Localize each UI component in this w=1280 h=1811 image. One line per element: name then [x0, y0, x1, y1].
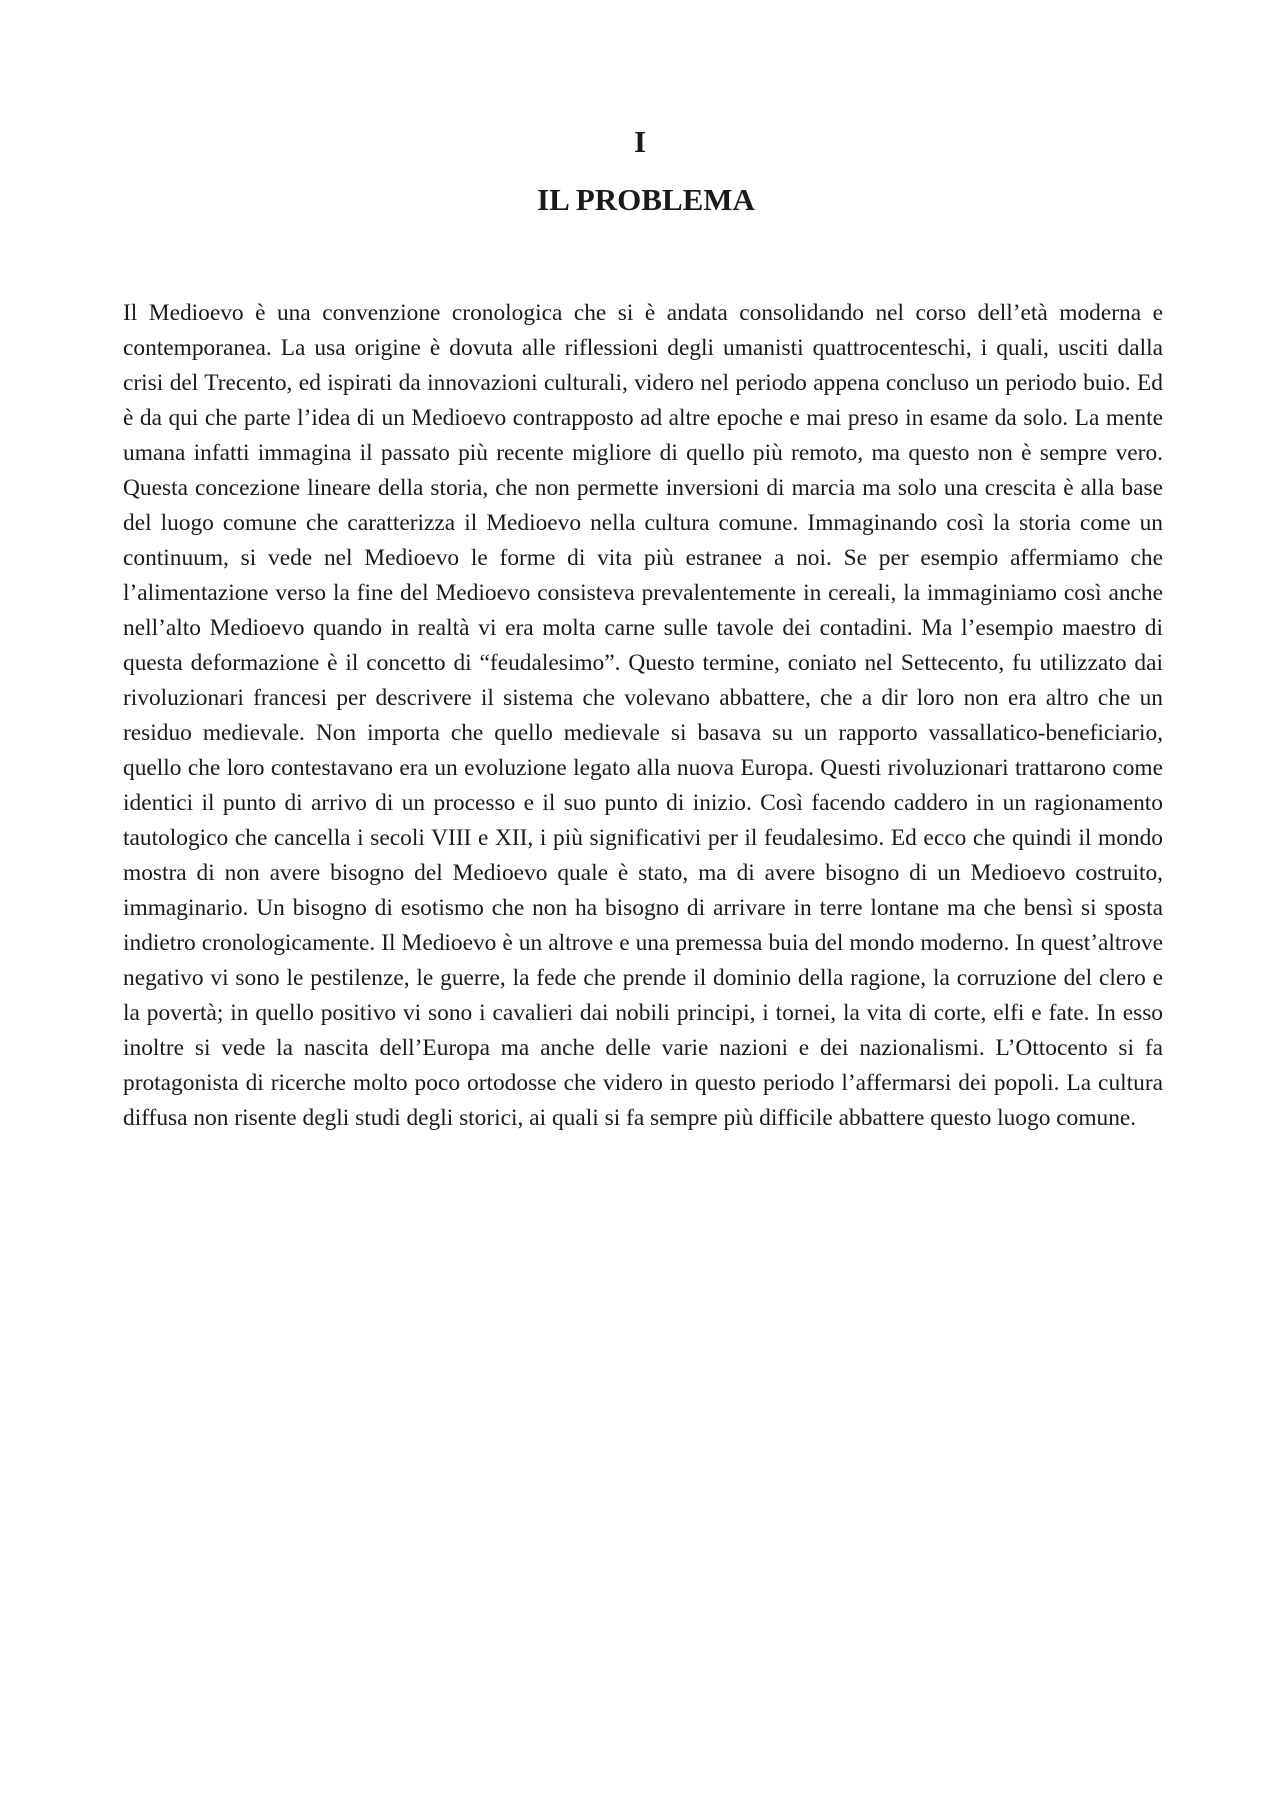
body-paragraph: Il Medioevo è una convenzione cronologica che si è andata consolidando nel corso dell’età moderna e contemporanea. La usa origine è dovuta alle riflessioni degli umanisti quattrocenteschi, i quali, usciti dalla crisi del Trecento, ed ispirati da innovazioni culturali, videro nel periodo appena concluso un periodo buio. Ed è da qui che parte l’idea di un Medioevo contrapposto ad altre epoche e mai preso in esame da solo. La mente umana infatti immagina il passato più recente migliore di quello più remoto, ma questo non è sempre vero. Questa concezione lineare della storia, che non permette inversioni di marcia ma solo una crescita è alla base del luogo comune che caratterizza il Medioevo nella cultura comune. Immaginando così la storia come un continuum, si vede nel Medioevo le forme di vita più estranee a noi. Se per esempio affermiamo che l’alimentazione verso la fine del Medioevo consisteva prevalentemente in cereali, la immaginiamo così anche nell’alto Medioevo quando in realtà vi era molta carne sulle tavole dei contadini. Ma l’esempio maestro di questa deformazione è il concetto di “feudalesimo”. Questo termine, coniato nel Settecento, fu utilizzato dai rivoluzionari francesi per descrivere il sistema che volevano abbattere, che a dir loro non era altro che un residuo medievale. Non importa che quello medievale si basava su un rapporto vassallatico-beneficiario, quello che loro contestavano era un evoluzione legato alla nuova Europa. Questi rivoluzionari trattarono come identici il punto di arrivo di un processo e il suo punto di inizio. Così facendo caddero in un ragionamento tautologico che cancella i secoli VIII e XII, i più significativi per il feudalesimo. Ed ecco che quindi il mondo mostra di non avere bisogno del Medioevo quale è stato, ma di avere bisogno di un Medioevo costruito, immaginario. Un bisogno di esotismo che non ha bisogno di arrivare in terre lontane ma che bensì si sposta indietro cronologicamente. Il Medioevo è un altrove e una premessa buia del mondo moderno. In quest’altrove negativo vi sono le pestilenze, le guerre, la fede che prende il dominio della ragione, la corruzione del clero e la povertà; in quello positivo vi sono i cavalieri dai nobili principi, i tornei, la vita di corte, elfi e fate. In esso inoltre si vede la nascita dell’Europa ma anche delle varie nazioni e dei nazionalismi. L’Ottocento si fa protagonista di ricerche molto poco ortodosse che videro in questo periodo l’affermarsi dei popoli. La cultura diffusa non risente degli studi degli storici, ai quali si fa sempre più difficile abbattere questo luogo comune. [123, 300, 1163, 1131]
chapter-number: I [633, 124, 647, 159]
chapter-title: IL PROBLEMA [537, 182, 755, 217]
